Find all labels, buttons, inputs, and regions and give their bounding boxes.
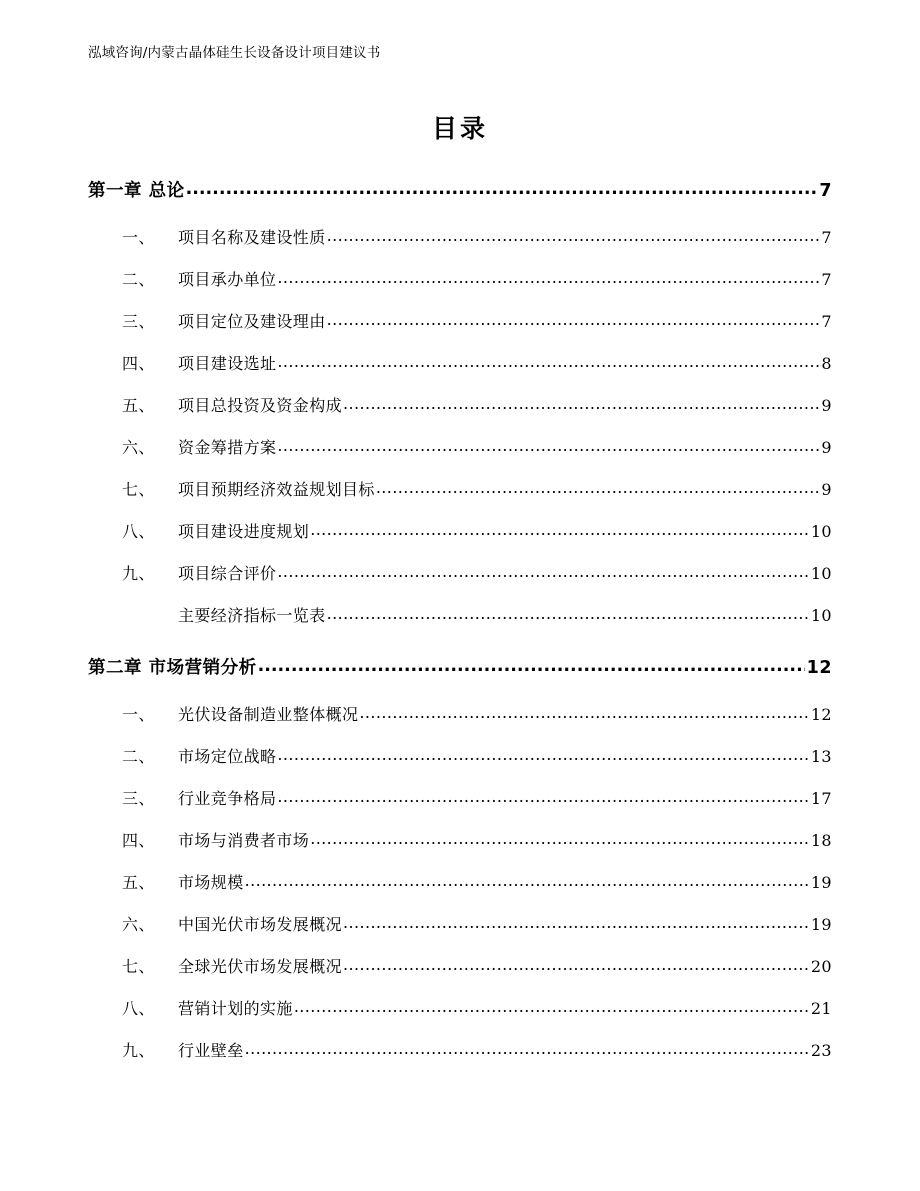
toc-entry-number: 八、 [122,999,155,1019]
toc-leader-dots [310,520,809,539]
toc-entry-page-number: 18 [810,831,832,851]
toc-entry-page-number: 9 [821,480,832,500]
toc-entry-text: 主要经济指标一览表 [178,606,326,626]
table-of-contents [88,177,832,1071]
toc-entry-text: 项目建设进度规划 [178,522,310,542]
toc-entry-page-number: 7 [821,270,832,290]
toc-entry-number: 七、 [122,480,155,500]
toc-entry-text: 项目名称及建设性质 [178,228,326,248]
toc-entry-number: 五、 [122,396,155,416]
toc-leader-dots [277,562,808,581]
toc-leader-dots [277,268,819,287]
toc-entry-label [122,225,326,248]
toc-entry-page-number: 7 [821,228,832,248]
toc-entry-number: 二、 [122,270,155,290]
toc-entry-label [122,603,326,626]
toc-leader-dots [277,787,808,806]
toc-entry-label [122,744,276,767]
toc-entry-label [122,912,342,935]
toc-section-entry[interactable] [122,258,832,300]
toc-entry-page-number: 10 [810,606,832,626]
toc-entry-label [122,477,375,500]
toc-entry-page-number: 10 [810,522,832,542]
toc-leader-dots [310,829,809,848]
toc-section-entry[interactable] [122,861,832,903]
toc-entry-page-number: 19 [810,915,832,935]
toc-entry-label [122,702,358,725]
toc-leader-dots [186,179,818,199]
toc-entry-label: 第二章 市场营销分析 [88,657,257,678]
toc-entry-number: 九、 [122,564,155,584]
toc-entry-number: 一、 [122,705,155,725]
toc-entry-text: 项目建设选址 [178,354,277,374]
toc-entry-page-number: 12 [810,705,832,725]
toc-leader-dots [277,352,819,371]
toc-entry-label [122,435,276,458]
toc-entry-label [122,870,244,893]
toc-leader-dots [343,913,809,932]
toc-entry-label [122,996,293,1019]
toc-entry-text: 项目预期经济效益规划目标 [178,480,375,500]
toc-entry-label [122,1038,244,1061]
toc-section-entry[interactable] [122,510,832,552]
toc-entry-page-number: 17 [810,789,832,809]
toc-section-entry[interactable] [122,1029,832,1071]
toc-entry-text: 行业壁垒 [178,1041,244,1061]
toc-leader-dots [376,478,820,497]
toc-entry-text: 行业竞争格局 [178,789,277,809]
toc-entry-number: 四、 [122,831,155,851]
toc-chapter-entry[interactable] [88,177,832,202]
toc-leader-dots [294,997,809,1016]
toc-entry-number: 三、 [122,789,155,809]
toc-entry-page-number: 23 [810,1041,832,1061]
toc-section-entry[interactable] [122,693,832,735]
toc-leader-dots [343,394,819,413]
toc-entry-label [122,828,309,851]
toc-entry-text: 全球光伏市场发展概况 [178,957,343,977]
toc-entry-number: 九、 [122,1041,155,1061]
toc-entry-text: 中国光伏市场发展概况 [178,915,343,935]
toc-entry-number: 八、 [122,522,155,542]
toc-section-entry[interactable] [122,216,832,258]
toc-entry-label [122,351,276,374]
toc-leader-dots [343,955,809,974]
toc-entry-number: 一、 [122,228,155,248]
toc-entry-number: 六、 [122,915,155,935]
toc-section-entry[interactable] [122,552,832,594]
toc-entry-number: 五、 [122,873,155,893]
toc-entry-text: 资金筹措方案 [178,438,277,458]
toc-entry-label [122,561,276,584]
toc-entry-page-number: 19 [810,873,832,893]
toc-entry-label [122,786,276,809]
toc-entry-label [122,519,309,542]
toc-leader-dots [245,1039,809,1058]
toc-section-entry[interactable] [122,945,832,987]
toc-leader-dots [327,604,809,623]
toc-entry-page-number: 10 [810,564,832,584]
toc-entry-page-number: 13 [810,747,832,767]
toc-entry-page-number: 7 [819,180,832,201]
toc-entry-label [122,393,342,416]
toc-entry-text: 项目综合评价 [178,564,277,584]
toc-entry-page-number: 12 [806,657,832,678]
toc-entry-number: 六、 [122,438,155,458]
toc-section-entry[interactable] [122,468,832,510]
toc-section-entry[interactable] [122,987,832,1029]
toc-entry-label [122,954,342,977]
toc-entry-label: 第一章 总论 [88,180,185,201]
toc-entry-number: 二、 [122,747,155,767]
page-title: 目录 [431,113,488,143]
toc-entry-text: 市场规模 [178,873,244,893]
toc-entry-number: 四、 [122,354,155,374]
toc-leader-dots [277,745,808,764]
toc-leader-dots [245,871,809,890]
toc-entry-label [122,267,276,290]
toc-entry-text: 项目总投资及资金构成 [178,396,343,416]
toc-section-entry[interactable] [122,903,832,945]
toc-section-entry[interactable] [122,777,832,819]
toc-entry-page-number: 7 [821,312,832,332]
toc-section-entry[interactable] [122,819,832,861]
toc-entry-page-number: 21 [810,999,832,1019]
toc-entry-text: 市场与消费者市场 [178,831,310,851]
toc-section-entry[interactable] [122,300,832,342]
toc-entry-label [122,309,326,332]
toc-leader-dots [327,310,820,329]
toc-section-entry[interactable] [122,426,832,468]
toc-leader-dots [359,703,808,722]
toc-section-entry[interactable] [122,342,832,384]
toc-entry-text: 光伏设备制造业整体概况 [178,705,359,725]
toc-section-entry[interactable] [122,735,832,777]
toc-section-entry[interactable] [122,384,832,426]
toc-entry-page-number: 9 [821,438,832,458]
toc-entry-page-number: 9 [821,396,832,416]
toc-entry-number: 七、 [122,957,155,977]
toc-chapter-entry[interactable] [88,654,832,679]
toc-leader-dots [277,436,819,455]
toc-entry-text: 市场定位战略 [178,747,277,767]
toc-entry-text: 营销计划的实施 [178,999,293,1019]
toc-entry-number: 三、 [122,312,155,332]
toc-entry-page-number: 20 [810,957,832,977]
toc-leader-dots [258,656,805,676]
toc-leader-dots [327,226,820,245]
toc-entry-page-number: 8 [821,354,832,374]
document-header: 泓域咨询/内蒙古晶体硅生长设备设计项目建议书 [88,45,381,61]
toc-entry-text: 项目承办单位 [178,270,277,290]
toc-entry-text: 项目定位及建设理由 [178,312,326,332]
toc-section-entry[interactable] [122,594,832,636]
